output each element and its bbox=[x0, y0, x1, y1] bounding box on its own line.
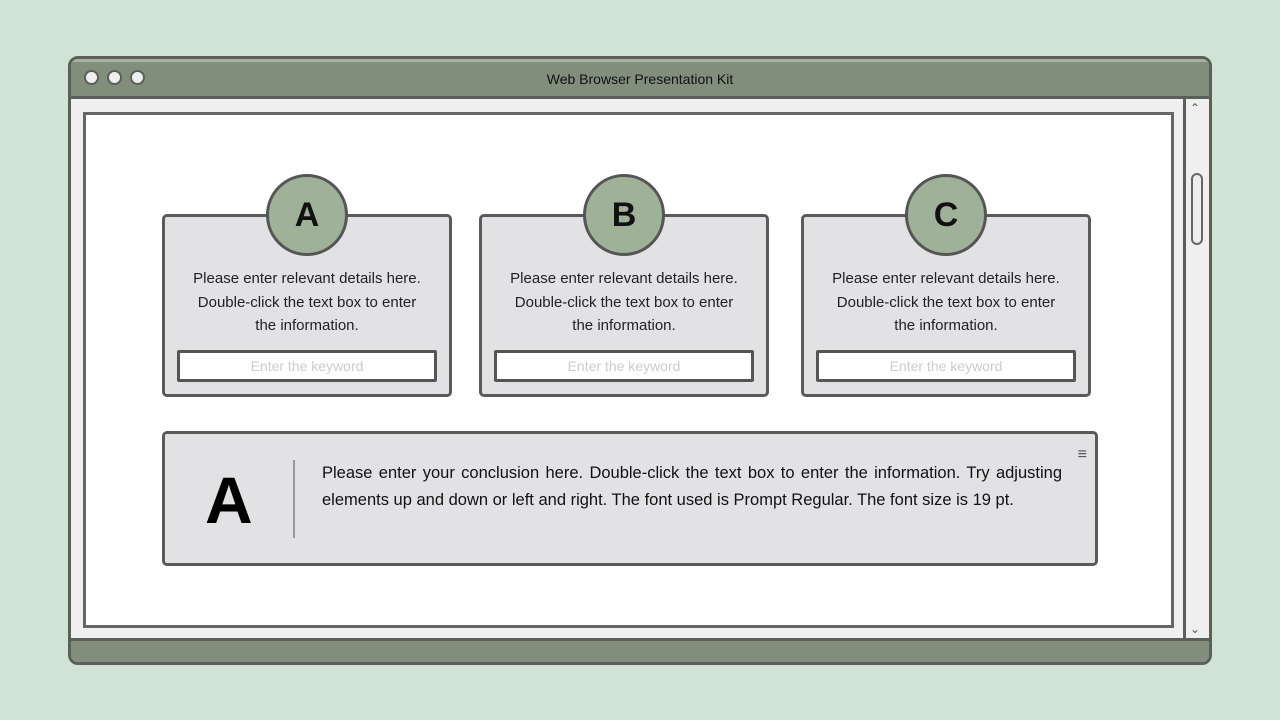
title-bar bbox=[71, 59, 1209, 99]
scrollbar-thumb[interactable] bbox=[1191, 173, 1203, 245]
scroll-up-icon[interactable]: ⌃ bbox=[1190, 101, 1201, 115]
card-text[interactable]: Please enter relevant details here. Double-click the text box to enter the information. bbox=[832, 270, 1060, 334]
card-badge: C bbox=[905, 174, 987, 256]
conclusion-letter: A bbox=[205, 463, 253, 537]
status-bar bbox=[71, 638, 1209, 662]
card-badge: A bbox=[266, 174, 348, 256]
window-title: Web Browser Presentation Kit bbox=[546, 71, 734, 87]
menu-icon[interactable]: ≡ bbox=[1077, 446, 1087, 463]
keyword-input[interactable]: Enter the keyword bbox=[494, 350, 754, 382]
card-text[interactable]: Please enter relevant details here. Double-click the text box to enter the information. bbox=[510, 270, 738, 334]
conclusion-panel bbox=[162, 431, 1098, 566]
keyword-input[interactable]: Enter the keyword bbox=[816, 350, 1076, 382]
scroll-down-icon[interactable]: ⌄ bbox=[1190, 622, 1201, 636]
card-text[interactable]: Please enter relevant details here. Double-click the text box to enter the information. bbox=[193, 270, 421, 334]
vertical-scrollbar[interactable] bbox=[1183, 99, 1209, 638]
keyword-input[interactable]: Enter the keyword bbox=[177, 350, 437, 382]
conclusion-text[interactable]: Please enter your conclusion here. Double-click the text box to enter the information. Try adjusting elements up and down or left and right. The font used is Prompt Regular. The font size is 19 pt. bbox=[322, 464, 1062, 509]
divider bbox=[293, 460, 295, 538]
card-badge: B bbox=[583, 174, 665, 256]
